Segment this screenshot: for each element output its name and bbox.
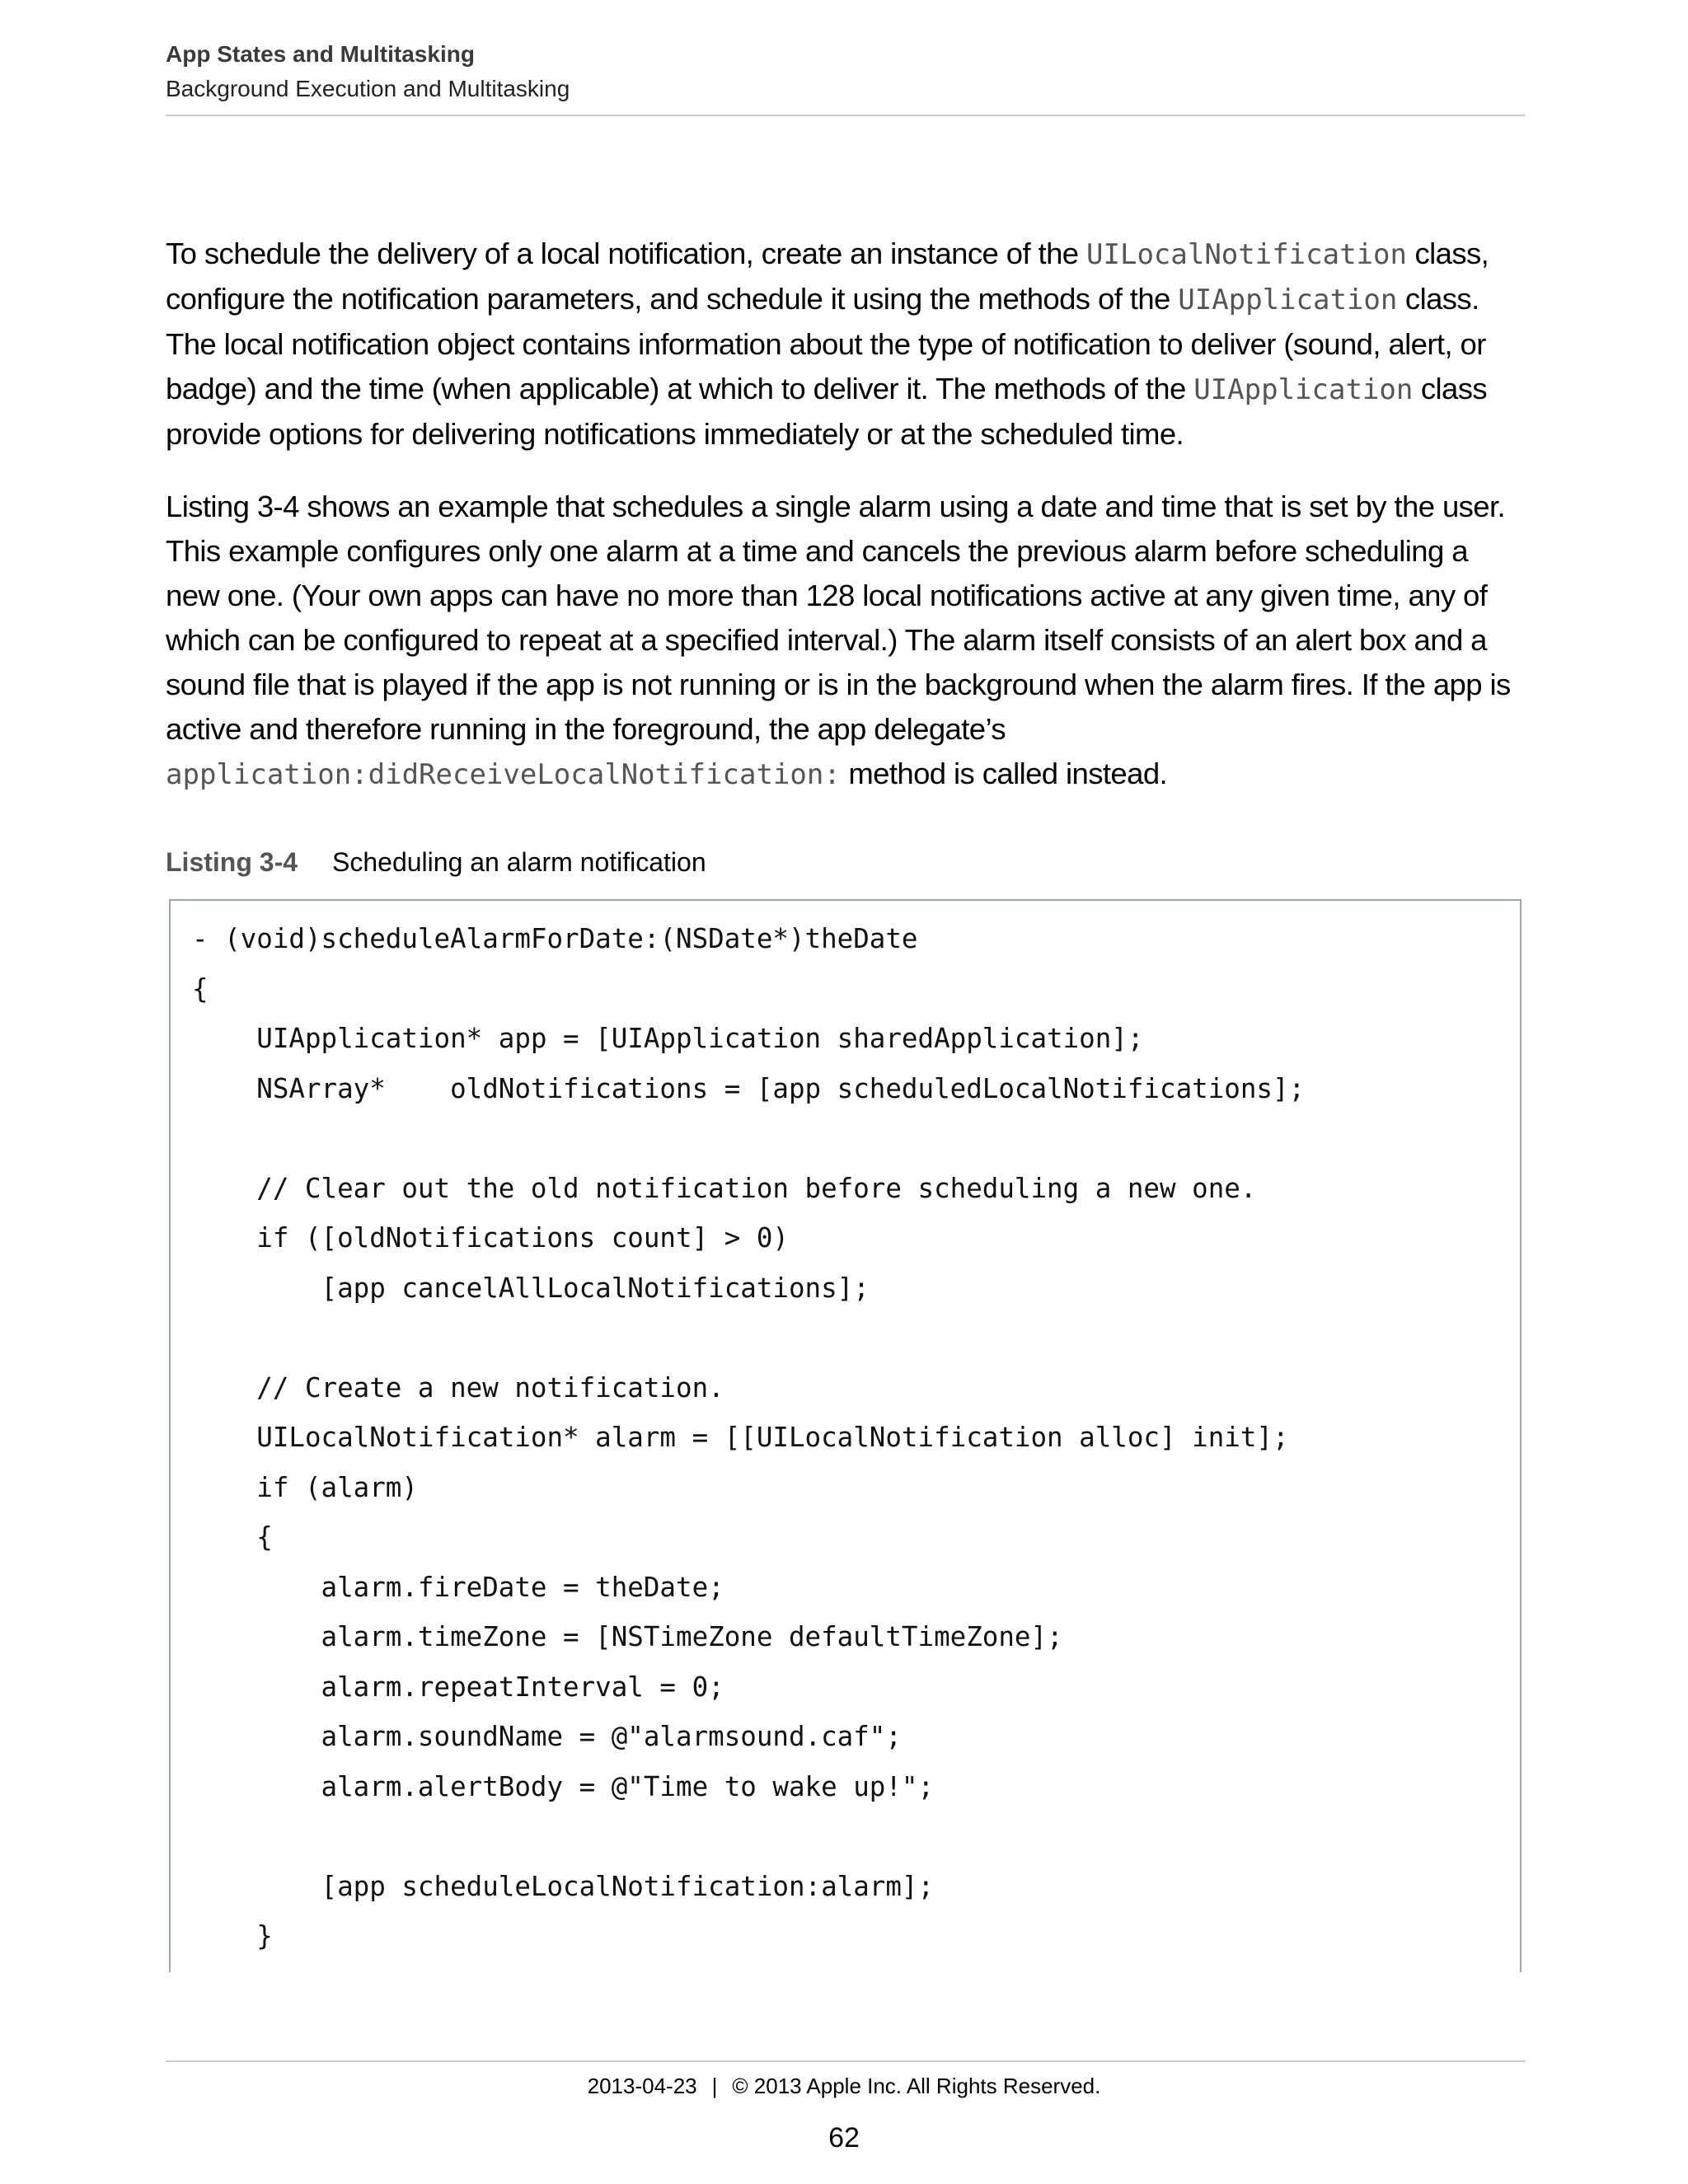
listing-label: Listing 3-4 — [166, 847, 298, 877]
footer-separator: | — [711, 2074, 718, 2098]
code-line: if ([oldNotifications count] > 0) — [192, 1222, 789, 1254]
section-title: Background Execution and Multitasking — [166, 76, 570, 101]
code-line: if (alarm) — [192, 1471, 418, 1503]
inline-code: UILocalNotification — [1086, 238, 1407, 271]
footer-divider — [166, 2060, 1526, 2062]
inline-code: application:didReceiveLocalNotification: — [166, 758, 841, 791]
footer-copyright: © 2013 Apple Inc. All Rights Reserved. — [732, 2074, 1101, 2098]
code-line — [192, 1313, 1305, 1363]
inline-code: UIApplication — [1178, 284, 1398, 316]
listing-title: Scheduling an alarm notification — [332, 847, 706, 877]
body-text — [166, 232, 1527, 825]
inline-code: UIApplication — [1193, 373, 1414, 406]
text-run: To schedule the delivery of a local notification, create an instance of the — [166, 237, 1087, 270]
code-line: alarm.soundName = @"alarmsound.caf"; — [192, 1721, 902, 1752]
code-line: alarm.timeZone = [NSTimeZone defaultTimeZone]; — [192, 1621, 1063, 1652]
code-line: [app cancelAllLocalNotifications]; — [192, 1272, 870, 1304]
code-lines — [192, 914, 1305, 1961]
code-line: // Clear out the old notification before scheduling a new one. — [192, 1172, 1257, 1204]
code-line: - (void)scheduleAlarmForDate:(NSDate*)theDate — [192, 923, 918, 954]
code-line: alarm.repeatInterval = 0; — [192, 1671, 724, 1703]
code-line: [app scheduleLocalNotification:alarm]; — [192, 1870, 935, 1902]
code-line — [192, 1811, 1305, 1862]
paragraph-1 — [166, 232, 1527, 457]
chapter-title: App States and Multitasking — [166, 41, 475, 67]
text-run: Listing 3-4 shows an example that schedules a single alarm using a date and time that is set by the user. This example configures only one alarm at a time and cancels the previous alarm before scheduling a new one. (Your own apps can have no more than 128 local notifications active at any given time, any of which can be configured to repeat at a specified interval.) The alarm itself consists of an alert box and a sound file that is played if the app is not running or is in the background when the alarm fires. If the app is active and therefore running in the foreground, the app delegate’s — [166, 490, 1511, 746]
text-run: class. The local notification object contains information about the type of notification to deliver (sound, alert, or badge) and the time (when applicable) at which to deliver it. The methods of the — [166, 282, 1486, 405]
text-run: class, configure the notification parameters, and schedule it using the methods of the — [166, 237, 1489, 316]
header-divider — [166, 115, 1526, 116]
code-listing — [169, 899, 1522, 1972]
page-header — [166, 38, 1526, 105]
code-line: // Create a new notification. — [192, 1371, 724, 1404]
code-line: NSArray* oldNotifications = [app scheduledLocalNotifications]; — [192, 1072, 1306, 1104]
paragraph-2 — [166, 485, 1527, 797]
text-run: method is called instead. — [840, 757, 1168, 790]
footer — [0, 2071, 1688, 2101]
code-line: { — [192, 1521, 273, 1553]
code-line: alarm.alertBody = @"Time to wake up!"; — [192, 1770, 935, 1802]
code-line: { — [192, 972, 209, 1005]
page-number: 62 — [828, 2122, 860, 2154]
text-run: class provide options for delivering notifications immediately or at the scheduled time. — [166, 372, 1488, 451]
code-line: } — [192, 1920, 273, 1952]
code-line: UIApplication* app = [UIApplication sharedApplication]; — [192, 1023, 1144, 1054]
code-line: alarm.fireDate = theDate; — [192, 1571, 724, 1603]
footer-date: 2013-04-23 — [587, 2074, 697, 2098]
code-line — [192, 1113, 1305, 1164]
listing-caption — [166, 844, 706, 880]
code-line: UILocalNotification* alarm = [[UILocalNotification alloc] init]; — [192, 1422, 1289, 1453]
